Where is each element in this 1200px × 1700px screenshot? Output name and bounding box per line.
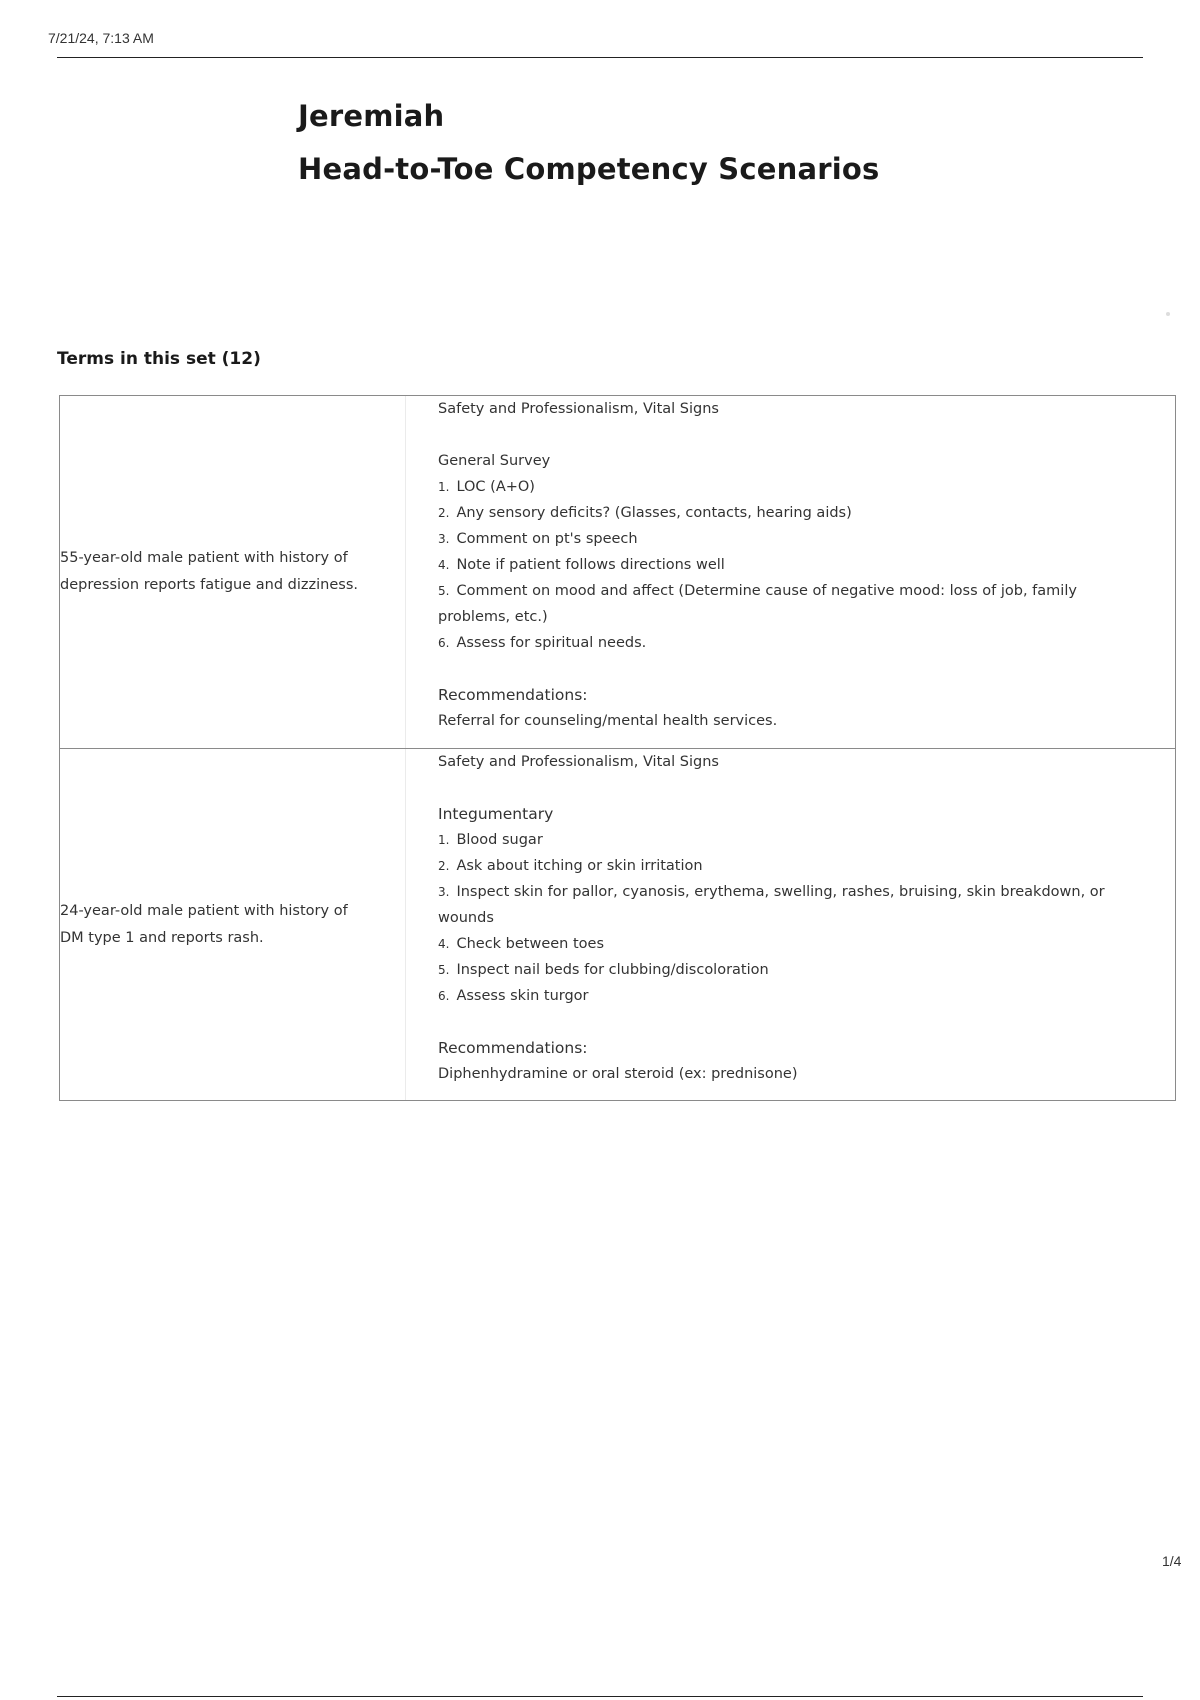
- list-item-text: Note if patient follows directions well: [456, 557, 725, 573]
- list-item-text: Ask about itching or skin irritation: [456, 858, 703, 874]
- list-item: [438, 879, 1115, 931]
- footer-rule: [57, 1696, 1143, 1697]
- term-cell: 24-year-old male patient with history of DM type 1 and reports rash.: [60, 749, 406, 1100]
- list-item-text: Inspect nail beds for clubbing/discoloration: [456, 962, 769, 978]
- list-item: [438, 983, 1115, 1009]
- list-item: [438, 474, 1115, 500]
- title-block: [298, 90, 880, 196]
- author-name: Jeremiah: [298, 99, 445, 133]
- list-item-number: 6.: [438, 636, 450, 650]
- list-item-number: 1.: [438, 480, 450, 494]
- list-item: [438, 500, 1115, 526]
- list-item: [438, 957, 1115, 983]
- term-row: [60, 748, 1175, 1100]
- list-item: [438, 630, 1115, 656]
- list-item: [438, 853, 1115, 879]
- recommendations-text: Diphenhydramine or oral steroid (ex: prednisone): [438, 1066, 798, 1082]
- definition-list: [438, 827, 1115, 1009]
- list-item-number: 5.: [438, 963, 450, 977]
- list-item-text: Check between toes: [456, 936, 605, 952]
- list-item-number: 2.: [438, 506, 450, 520]
- terms-table: [59, 395, 1176, 1101]
- list-item-number: 3.: [438, 885, 450, 899]
- list-item: [438, 578, 1115, 630]
- definition-intro: Safety and Professionalism, Vital Signs: [438, 401, 719, 417]
- definition-section-title: Integumentary: [438, 805, 554, 823]
- definition-list: [438, 474, 1115, 656]
- page-title: Head-to-Toe Competency Scenarios: [298, 152, 880, 186]
- list-item-text: Assess skin turgor: [456, 988, 589, 1004]
- list-item-text: Comment on pt's speech: [456, 531, 638, 547]
- scan-dot: [1166, 312, 1170, 316]
- definition-section-title: General Survey: [438, 453, 551, 469]
- list-item-number: 1.: [438, 833, 450, 847]
- list-item-number: 3.: [438, 532, 450, 546]
- definition-spacer: [438, 422, 1115, 448]
- list-item-number: 4.: [438, 937, 450, 951]
- recommendations-label: Recommendations:: [438, 686, 588, 704]
- definition-spacer: [438, 656, 1115, 682]
- definition-intro: Safety and Professionalism, Vital Signs: [438, 754, 719, 770]
- list-item-number: 6.: [438, 989, 450, 1003]
- definition-cell: [406, 396, 1175, 748]
- list-item-text: Any sensory deficits? (Glasses, contacts, hearing aids): [456, 505, 852, 521]
- definition-spacer: [438, 775, 1115, 801]
- list-item-text: Comment on mood and affect (Determine cause of negative mood: loss of job, family problems, etc.): [438, 583, 1082, 625]
- term-row: [60, 396, 1175, 748]
- page-number: 1/4: [1162, 1553, 1182, 1569]
- recommendations-text: Referral for counseling/mental health services.: [438, 713, 778, 729]
- list-item-number: 4.: [438, 558, 450, 572]
- list-item-text: Inspect skin for pallor, cyanosis, erythema, swelling, rashes, bruising, skin breakdown, or wounds: [438, 884, 1110, 926]
- list-item: [438, 931, 1115, 957]
- list-item-number: 5.: [438, 584, 450, 598]
- definition-cell: [406, 749, 1175, 1100]
- list-item-number: 2.: [438, 859, 450, 873]
- list-item-text: LOC (A+O): [456, 479, 535, 495]
- list-item: [438, 827, 1115, 853]
- term-cell: 55-year-old male patient with history of depression reports fatigue and dizziness.: [60, 396, 406, 748]
- recommendations-label: Recommendations:: [438, 1039, 588, 1057]
- definition-spacer: [438, 1009, 1115, 1035]
- print-timestamp: 7/21/24, 7:13 AM: [48, 30, 154, 46]
- list-item: [438, 552, 1115, 578]
- header-rule: [57, 57, 1143, 58]
- list-item: [438, 526, 1115, 552]
- terms-count-heading: Terms in this set (12): [57, 349, 261, 369]
- list-item-text: Blood sugar: [456, 832, 543, 848]
- list-item-text: Assess for spiritual needs.: [456, 635, 647, 651]
